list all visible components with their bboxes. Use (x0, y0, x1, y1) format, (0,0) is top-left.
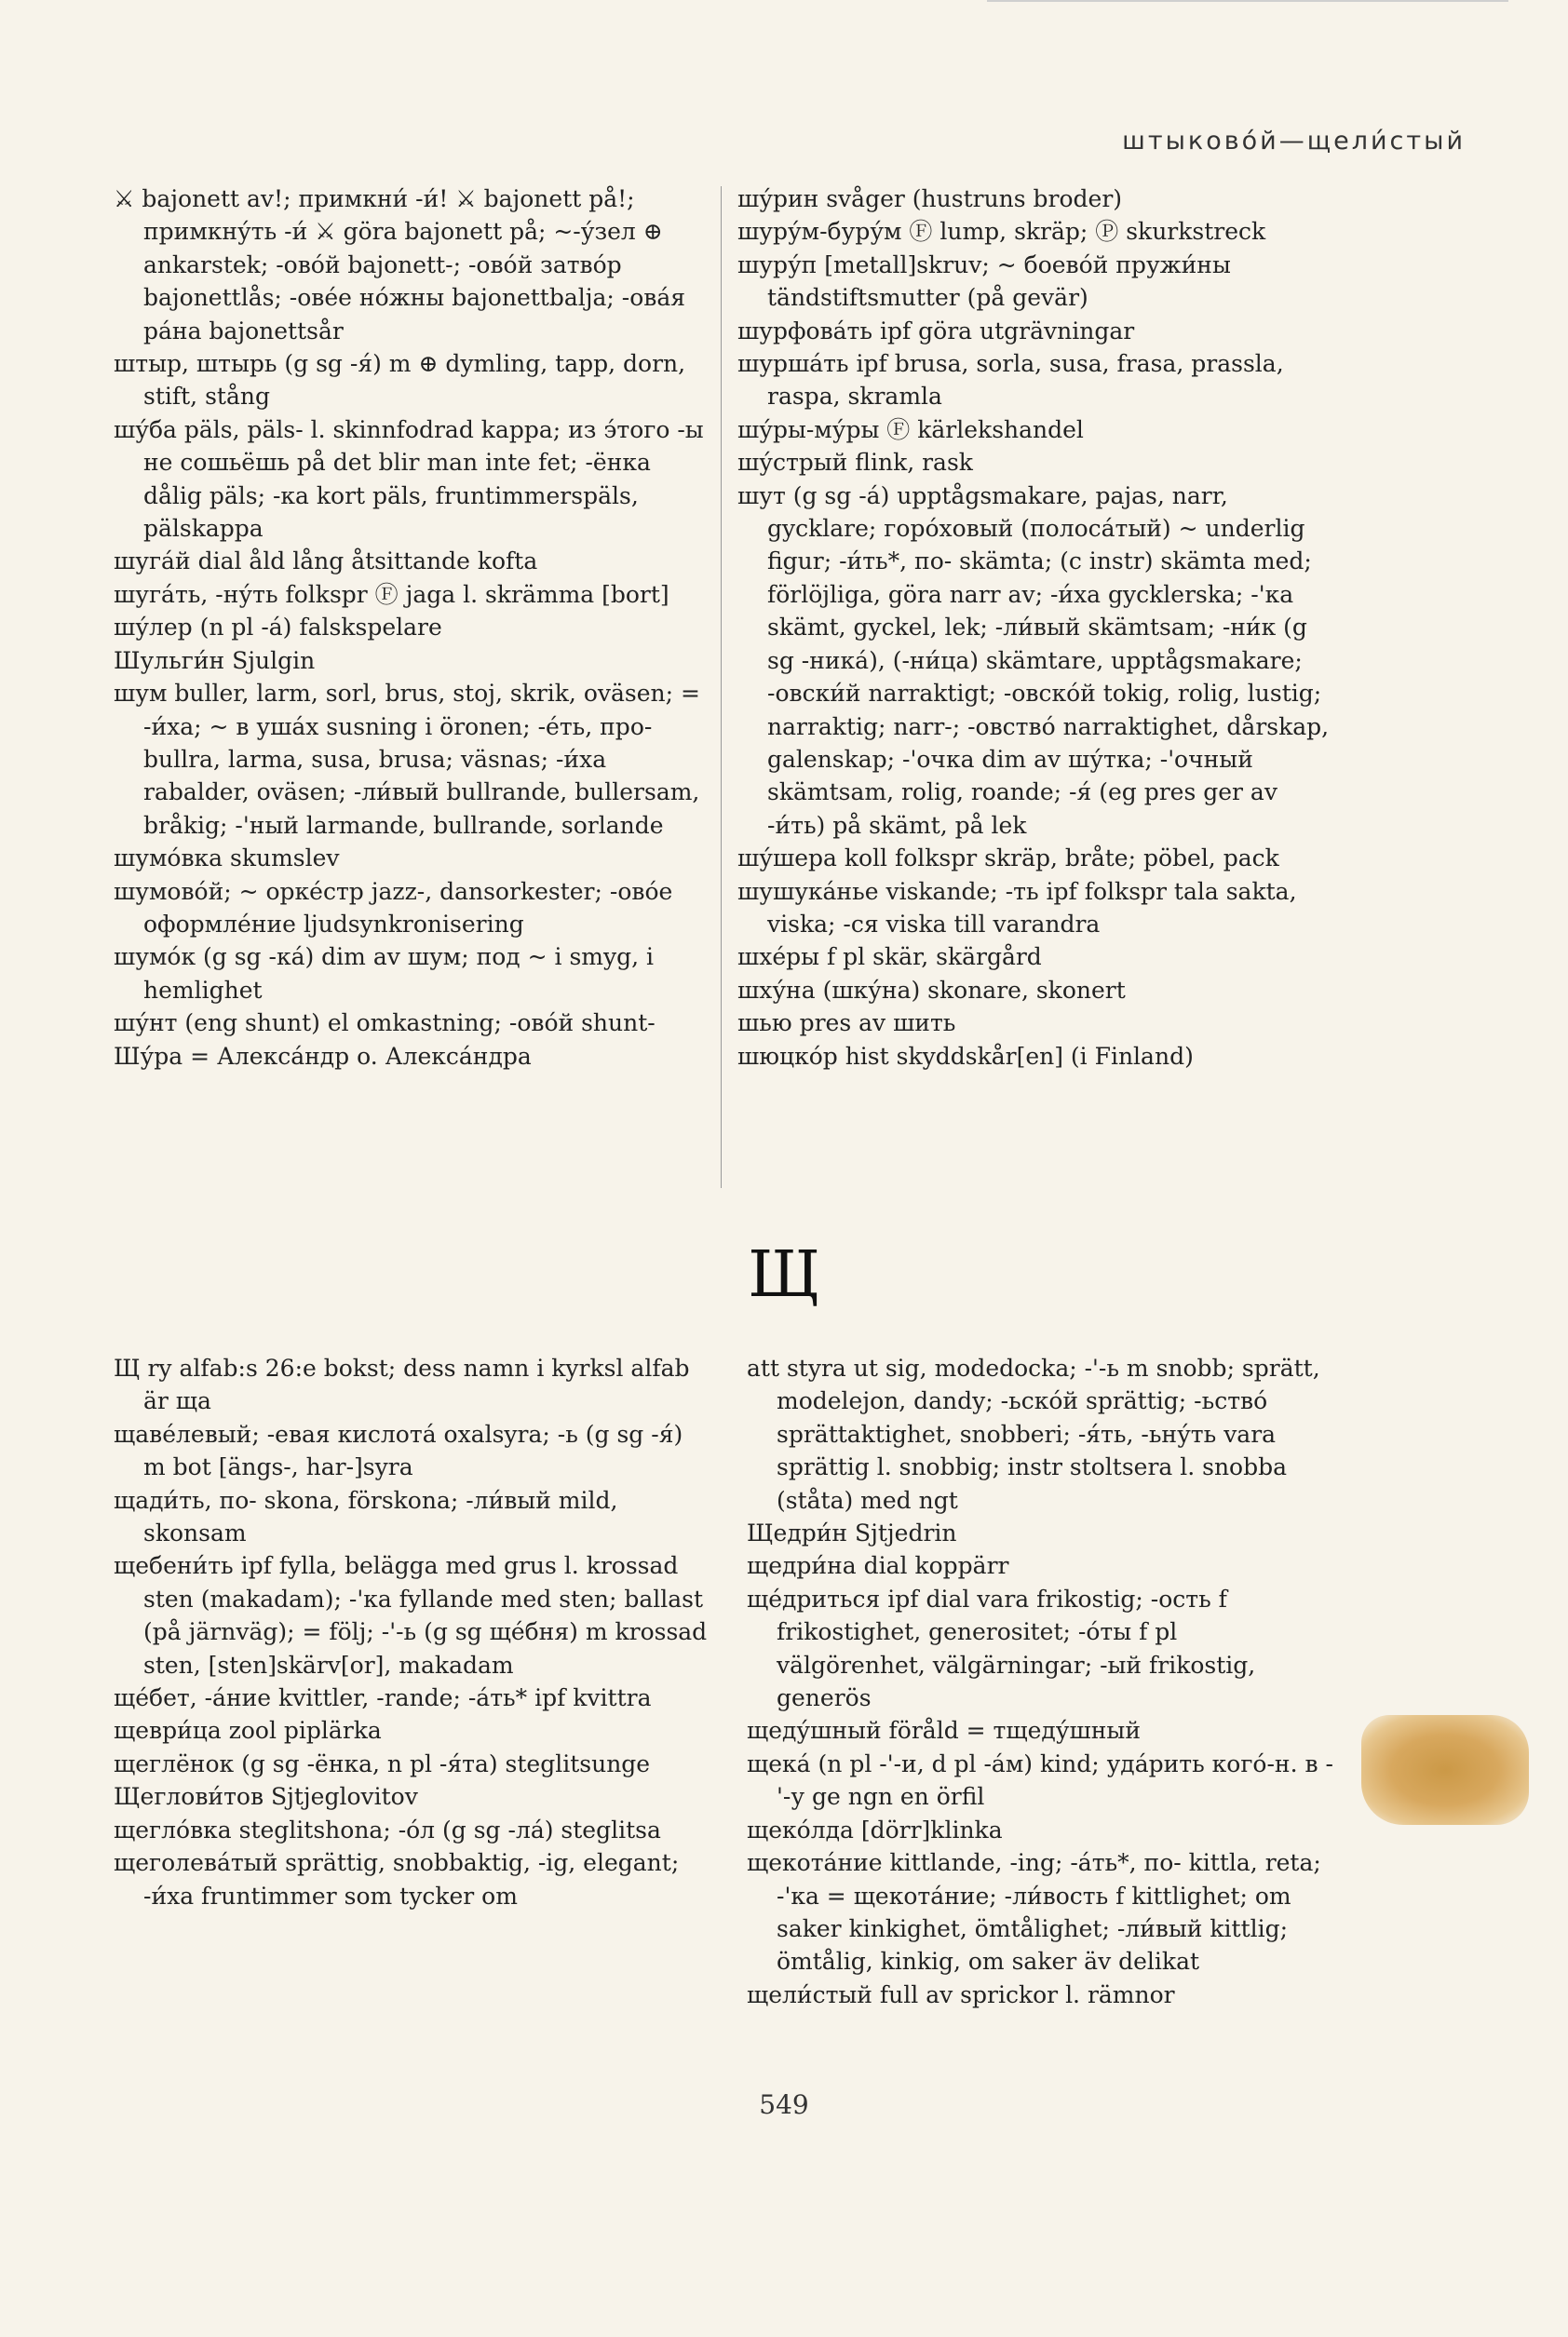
dictionary-entry: щéдриться ipf dial vara frikostig; -ость f frikostighet, generositet; -óты f pl välgörenhet, välgärningar; -ый frikostig, generös (747, 1585, 1256, 1712)
dictionary-entry: щеду́шный föråld = тщеду́шный (747, 1717, 1141, 1745)
column-bottom-left (114, 1352, 710, 1912)
dictionary-entry: щавéлевый; -евая кислотá oxalsyra; -ь (g sg -я́) m bot [ängs-, har-]syra (114, 1420, 683, 1481)
dictionary-entry: щади́ть, по- skona, förskona; -ли́вый mild, skonsam (114, 1486, 618, 1547)
dictionary-entry: шугáть, -ну́ть folkspr Ⓕ jaga l. skrämma [bort] (114, 580, 669, 608)
column-bottom-right (747, 1352, 1333, 2011)
dictionary-entry: шумóк (g sg -кá) dim av шум; под ~ i smyg, i hemlighet (114, 943, 655, 1004)
dictionary-entry: шу́стрый flink, rask (737, 449, 973, 477)
dictionary-entry: шум buller, larm, sorl, brus, stoj, skrik, oväsen; = -и́ха; ~ в ушáх susning i öronen; -éть, про- bullra, larma, susa, brusa; väsnas; -и́ха rabalder, oväsen; -ли́вый bullrande, bullersam, bråkig; -'ный larmande, bullrande, sorlande (114, 680, 700, 839)
dictionary-entry: шу́лер (n pl -á) falskspelare (114, 614, 442, 642)
dictionary-entry: щебени́ть ipf fylla, belägga med grus l. krossad sten (makadam); -'ка fyllande med sten; ballast (på järnväg); = följ; -'-ь (g sg щéбня) m krossad sten, [sten]skärv[or], makadam (114, 1552, 708, 1679)
dictionary-entry: шумовóй; ~ оркéстр jazz-, dansorkester; -овóе оформлéние ljudsynkronisering (114, 877, 673, 938)
page-number: 549 (759, 2089, 809, 2120)
dictionary-entry: шугáй dial åld lång åtsittande kofta (114, 547, 538, 575)
dictionary-entry: Шу́ра = Алексáндр o. Алексáндра (114, 1042, 532, 1070)
dictionary-entry: шут (g sg -á) upptågsmakare, pajas, narr, gycklare; горóховый (полосáтый) ~ underlig figur; -и́ть*, по- skämta; (с instr) skämta med; förlöjliga, göra narr av; -и́ха gycklerska; -'ка skämt, gyckel, lek; -ли́вый skämtsam; -ни́к (g sg -никá), (-ни́ца) skämtare, upptågsmakare; -овски́й narraktigt; -овскóй tokig, rolig, lustig; narraktig; narr-; -овствó narraktighet, dårskap, galenskap; -'очка dim av шу́тка; -'очный skämtsam, rolig, roande; -я́ (eg pres ger av -и́ть) på skämt, på lek (737, 481, 1330, 839)
dictionary-entry: шумóвка skumslev (114, 844, 340, 872)
dictionary-entry: шу́ба päls, päls- l. skinnfodrad kappa; из э́того -ы не сошьёшь på det blir man inte fet; -ёнка dålig päls; -ка kort päls, fruntimmerspäls, pälskappa (114, 415, 704, 543)
dictionary-entry: шу́рин svåger (hustruns broder) (737, 185, 1123, 212)
dictionary-entry: шу́шера koll folkspr skräp, bråte; pöbel, pack (737, 844, 1279, 872)
running-head: штыковóй—щели́стый (1122, 127, 1466, 155)
dictionary-entry: щедри́на dial koppärr (747, 1552, 1009, 1580)
dictionary-entry: Щедри́н Sjtjedrin (747, 1520, 957, 1547)
dictionary-entry: шху́на (шку́на) skonare, skonert (737, 976, 1126, 1004)
dictionary-entry: ⚔ bajonett av!; примкни́ -и́! ⚔ bajonett på!; примкну́ть -и́ ⚔ göra bajonett på; ~-у́зел ⊕ ankarstek; -овóй bajonett-; -овóй затвóр bajonettlås; -ове́е нóжны bajonettbalja; -овáя рáна bajonettsår (114, 185, 686, 344)
top-rule (987, 0, 1508, 2)
dictionary-entry: шуру́п [metall]skruv; ~ боевóй пружи́ны tändstiftsmutter (på gevär) (737, 250, 1231, 312)
column-divider (721, 186, 722, 1188)
dictionary-entry: щеголевáтый sprättig, snobbaktig, -ig, elegant; -и́ха fruntimmer som tycker om (114, 1849, 680, 1910)
dictionary-entry: щеври́ца zool piplärka (114, 1717, 382, 1745)
column-top-right (737, 182, 1333, 1073)
dictionary-entry: щеглёнок (g sg -ёнка, n pl -я́та) steglitsunge (114, 1749, 651, 1777)
dictionary-entry: Щеглови́тов Sjtjeglovitov (114, 1783, 418, 1811)
dictionary-entry: Шульги́н Sjulgin (114, 646, 316, 674)
dictionary-entry: шу́нт (eng shunt) el omkastning; -овóй shunt- (114, 1009, 656, 1037)
dictionary-entry: att styra ut sig, modedocka; -'-ь m snobb; sprätt, modelejon, dandy; -ьскóй sprättig; -ьствó sprättaktighet, snobberi; -я́ть, -ьну́ть vara sprättig l. snobbig; instr stoltsera l. snobba (ståta) med ngt (747, 1355, 1320, 1514)
dictionary-entry: щели́стый full av sprickor l. rämnor (747, 1980, 1175, 2008)
dictionary-entry: шуру́м-буру́м Ⓕ lump, skräp; Ⓟ skurkstreck (737, 218, 1266, 246)
dictionary-entry: шу́ры-му́ры Ⓕ kärlekshandel (737, 415, 1084, 443)
dictionary-entry: Щ ry alfab:s 26:e bokst; dess namn i kyrksl alfab är ща (114, 1355, 690, 1415)
paper-stain (1361, 1715, 1529, 1825)
dictionary-entry: щекá (n pl -'-и, d pl -áм) kind; удáрить когó-н. в -'-у ge ngn en örfil (747, 1749, 1333, 1811)
dictionary-entry: шхéры f pl skär, skärgård (737, 943, 1042, 971)
section-letter: Щ (748, 1238, 820, 1312)
dictionary-entry: шью pres av шить (737, 1009, 956, 1037)
dictionary-entry: щеглóвка steglitshona; -óл (g sg -лá) steglitsa (114, 1816, 661, 1844)
dictionary-entry: штыр, штырь (g sg -я́) m ⊕ dymling, tapp, dorn, stift, stång (114, 350, 686, 411)
dictionary-entry: щекотáние kittlande, -ing; -áть*, по- kittla, reta; -'ка = щекотáние; -ли́вость f kittlighet; om saker kinkighet, ömtålighet; -ли́вый kittlig; ömtålig, kinkig, om saker äv delikat (747, 1849, 1321, 1976)
dictionary-entry: щéбет, -áние kvittler, -rande; -áть* ipf kvittra (114, 1684, 652, 1712)
dictionary-entry: шушукáнье viskande; -ть ipf folkspr tala sakta, viska; -ся viska till varandra (737, 877, 1297, 938)
dictionary-entry: шуршáть ipf brusa, sorla, susa, frasa, prassla, raspa, skramla (737, 350, 1284, 411)
dictionary-entry: шурфовáть ipf göra utgrävningar (737, 317, 1135, 344)
dictionary-entry: шюцкóр hist skyddskår[en] (i Finland) (737, 1042, 1194, 1070)
dictionary-entry: щекóлда [dörr]klinka (747, 1816, 1003, 1844)
column-top-left (114, 182, 710, 1073)
